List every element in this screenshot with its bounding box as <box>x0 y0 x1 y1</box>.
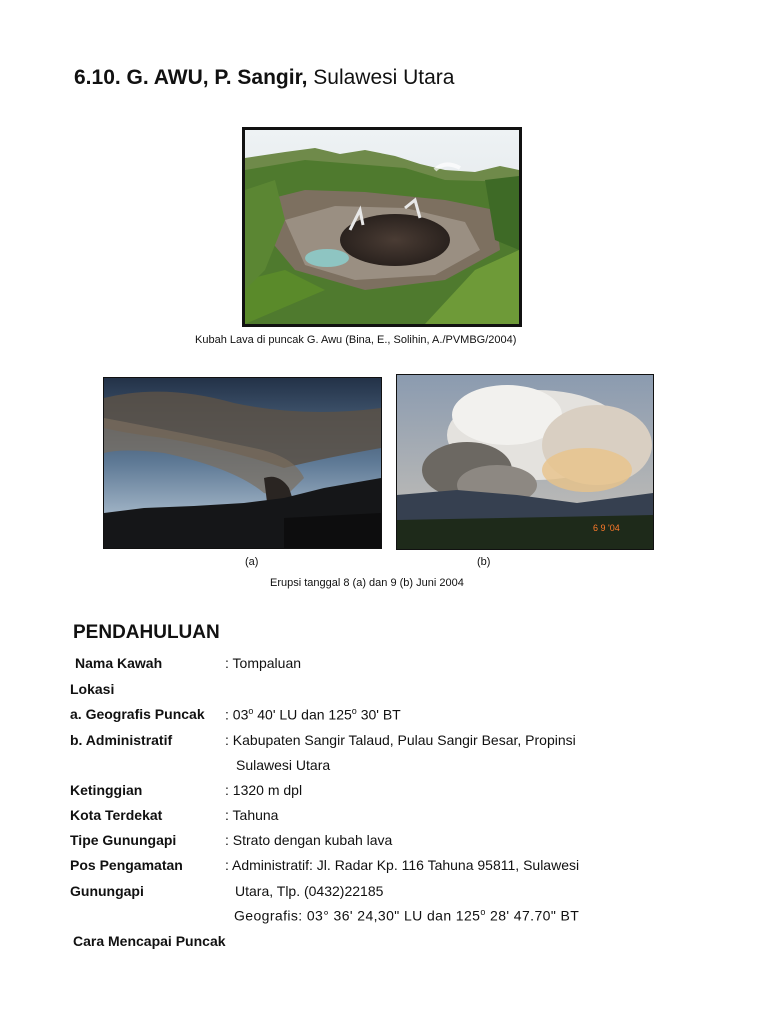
title-bold-part: 6.10. G. AWU, P. Sangir, <box>74 66 308 89</box>
field-value: : Tahuna <box>225 807 279 823</box>
page-title <box>74 66 454 90</box>
field-label: Pos Pengamatan <box>70 857 183 873</box>
field-administratif-continued: Sulawesi Utara <box>236 757 331 773</box>
section-heading: PENDAHULUAN <box>73 622 220 643</box>
field-label: Ketinggian <box>70 782 143 798</box>
field-label: Cara Mencapai Puncak <box>73 933 226 949</box>
field-label-continued: Gunungapi <box>70 883 144 899</box>
field-value: : 03$^o$ 40' LU dan 125$^o$ 30' BT <box>225 706 401 723</box>
title-normal-part: Sulawesi Utara <box>307 66 455 89</box>
field-pos-geografis: Geografis: 03° 36' 24,30" LU dan 125$^o$ 28' 47.70" BT <box>234 907 580 924</box>
lava-dome-photo <box>242 127 522 327</box>
figure-label-a: (a) <box>245 556 259 568</box>
eruption-b-photo <box>396 374 654 550</box>
field-label: Tipe Gunungapi <box>70 832 177 848</box>
field-label: b. Administratif <box>70 732 173 748</box>
figure-label-b: (b) <box>477 556 491 568</box>
field-value: : Strato dengan kubah lava <box>225 832 393 848</box>
field-label: Lokasi <box>70 681 115 697</box>
field-value-continued: Utara, Tlp. (0432)22185 <box>235 883 384 899</box>
field-value: : Administratif: Jl. Radar Kp. 116 Tahuna 95811, Sulawesi <box>225 857 580 873</box>
eruption-a-photo <box>103 377 382 549</box>
photo-date-stamp: 6 9 '04 <box>593 523 620 533</box>
lava-dome-caption: Kubah Lava di puncak G. Awu (Bina, E., Solihin, A./PVMBG/2004) <box>195 334 517 346</box>
field-label: a. Geografis Puncak <box>70 706 205 722</box>
field-label: Nama Kawah <box>75 655 163 671</box>
eruption-caption: Erupsi tanggal 8 (a) dan 9 (b) Juni 2004 <box>270 577 464 589</box>
field-value: : Kabupaten Sangir Talaud, Pulau Sangir Besar, Propinsi <box>225 732 576 748</box>
field-value: : 1320 m dpl <box>225 782 303 798</box>
field-label: Kota Terdekat <box>70 807 163 823</box>
field-value: : Tompaluan <box>225 655 302 671</box>
